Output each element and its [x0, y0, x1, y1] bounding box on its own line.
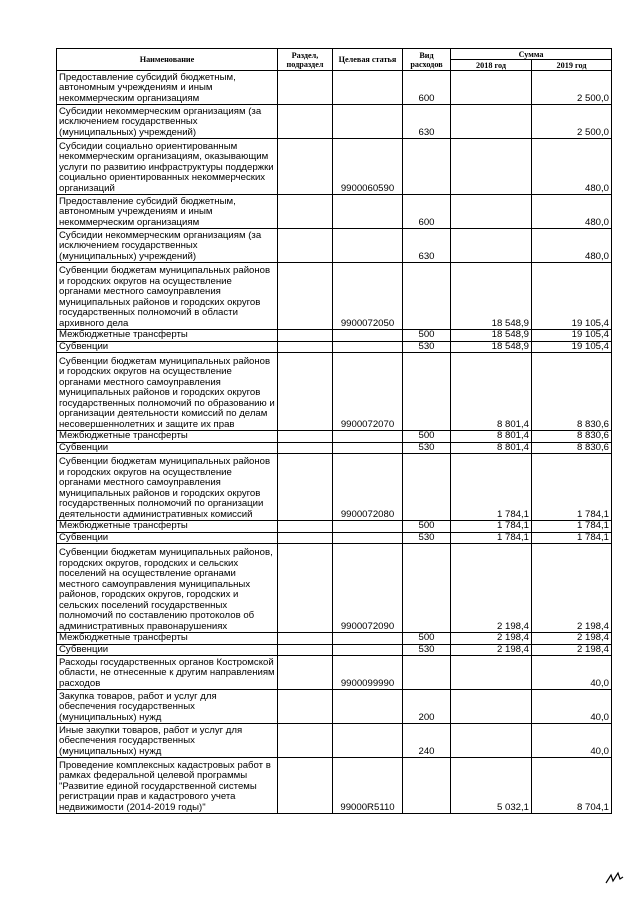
cell-expense-type: 630 — [403, 105, 451, 139]
cell-expense-type: 500 — [403, 330, 451, 342]
cell-section — [278, 330, 333, 342]
cell-section — [278, 724, 333, 758]
table-row — [57, 71, 612, 105]
cell-expense-type — [403, 139, 451, 195]
cell-section — [278, 71, 333, 105]
cell-section — [278, 353, 333, 431]
cell-target-article: 99000R5110 — [333, 758, 403, 814]
header-name: Наименование — [57, 49, 278, 71]
cell-sum-2018: 18 548,9 — [451, 330, 532, 342]
cell-sum-2018 — [451, 105, 532, 139]
cell-name: Субсидии некоммерческим организациям (за исключением государственных (муниципальных) учреждений) — [57, 229, 278, 263]
table-row — [57, 656, 612, 690]
cell-sum-2018 — [451, 195, 532, 229]
cell-expense-type: 530 — [403, 532, 451, 544]
cell-name: Межбюджетные трансферты — [57, 521, 278, 533]
header-sum: Сумма — [451, 49, 612, 60]
cell-sum-2018: 18 548,9 — [451, 341, 532, 353]
cell-name: Расходы государственных органов Костромской области, не отнесенные к другим направлениям расходов — [57, 656, 278, 690]
cell-sum-2019: 8 830,6 — [532, 353, 612, 431]
cell-name: Субсидии социально ориентированным некоммерческим организациям, оказывающим услуги по развитию инфраструктуры поддержки социально ориентированных некоммерческих организаций — [57, 139, 278, 195]
cell-name: Закупка товаров, работ и услуг для обеспечения государственных (муниципальных) нужд — [57, 690, 278, 724]
table-row — [57, 341, 612, 353]
cell-sum-2019: 1 784,1 — [532, 521, 612, 533]
cell-expense-type: 600 — [403, 195, 451, 229]
table-row — [57, 263, 612, 330]
cell-sum-2018: 2 198,4 — [451, 544, 532, 633]
cell-target-article — [333, 532, 403, 544]
table-row — [57, 644, 612, 656]
cell-expense-type: 530 — [403, 644, 451, 656]
cell-sum-2019: 2 198,4 — [532, 644, 612, 656]
cell-sum-2018: 8 801,4 — [451, 431, 532, 443]
cell-sum-2018: 2 198,4 — [451, 644, 532, 656]
cell-section — [278, 263, 333, 330]
cell-sum-2019: 8 704,1 — [532, 758, 612, 814]
cell-expense-type: 530 — [403, 341, 451, 353]
cell-sum-2019: 480,0 — [532, 195, 612, 229]
table-row — [57, 330, 612, 342]
cell-target-article — [333, 442, 403, 454]
cell-target-article: 9900072090 — [333, 544, 403, 633]
cell-name: Предоставление субсидий бюджетным, автономным учреждениям и иным некоммерческим организациям — [57, 195, 278, 229]
cell-section — [278, 431, 333, 443]
cell-target-article — [333, 105, 403, 139]
cell-section — [278, 341, 333, 353]
cell-sum-2019: 2 198,4 — [532, 544, 612, 633]
table-row — [57, 442, 612, 454]
cell-section — [278, 442, 333, 454]
header-year-2019: 2019 год — [532, 60, 612, 71]
cell-sum-2019: 8 830,6 — [532, 442, 612, 454]
cell-sum-2018: 1 784,1 — [451, 454, 532, 521]
cell-section — [278, 690, 333, 724]
header-target-article: Целевая статья — [333, 49, 403, 71]
table-row — [57, 633, 612, 645]
cell-section — [278, 532, 333, 544]
cell-target-article — [333, 690, 403, 724]
cell-expense-type: 530 — [403, 442, 451, 454]
cell-name: Межбюджетные трансферты — [57, 330, 278, 342]
cell-target-article: 9900072080 — [333, 454, 403, 521]
cell-section — [278, 633, 333, 645]
header-expense-type: Вид расходов — [403, 49, 451, 71]
cell-name: Субвенции — [57, 532, 278, 544]
cell-expense-type: 600 — [403, 71, 451, 105]
cell-sum-2018 — [451, 71, 532, 105]
cell-name: Межбюджетные трансферты — [57, 633, 278, 645]
cell-sum-2019: 1 784,1 — [532, 532, 612, 544]
cell-target-article — [333, 644, 403, 656]
cell-sum-2019: 480,0 — [532, 139, 612, 195]
cell-section — [278, 644, 333, 656]
cell-target-article — [333, 195, 403, 229]
cell-sum-2019: 8 830,6 — [532, 431, 612, 443]
cell-sum-2019: 19 105,4 — [532, 263, 612, 330]
cell-expense-type: 500 — [403, 521, 451, 533]
cell-section — [278, 454, 333, 521]
cell-expense-type: 630 — [403, 229, 451, 263]
cell-sum-2019: 40,0 — [532, 690, 612, 724]
cell-target-article — [333, 724, 403, 758]
cell-target-article — [333, 633, 403, 645]
cell-sum-2019: 2 198,4 — [532, 633, 612, 645]
cell-sum-2018: 1 784,1 — [451, 521, 532, 533]
cell-target-article: 9900060590 — [333, 139, 403, 195]
cell-target-article — [333, 521, 403, 533]
table-row — [57, 521, 612, 533]
cell-target-article — [333, 431, 403, 443]
cell-target-article: 9900072070 — [333, 353, 403, 431]
cell-section — [278, 758, 333, 814]
cell-target-article: 9900072050 — [333, 263, 403, 330]
cell-sum-2018 — [451, 229, 532, 263]
header-year-2018: 2018 год — [451, 60, 532, 71]
table-row — [57, 724, 612, 758]
cell-section — [278, 656, 333, 690]
table-row — [57, 105, 612, 139]
table-row — [57, 454, 612, 521]
cell-section — [278, 521, 333, 533]
cell-expense-type — [403, 454, 451, 521]
cell-expense-type — [403, 656, 451, 690]
header-section: Раздел, подраздел — [278, 49, 333, 71]
cell-sum-2019: 40,0 — [532, 724, 612, 758]
cell-section — [278, 544, 333, 633]
budget-table — [56, 48, 612, 814]
cell-sum-2019: 2 500,0 — [532, 105, 612, 139]
table-row — [57, 532, 612, 544]
cell-name: Субвенции бюджетам муниципальных районов и городских округов на осуществление органами местного самоуправления муниципальных районов и городских округов государственных полномочий по образованию и организации деятельности комиссий по делам несовершеннолетних и защите их прав — [57, 353, 278, 431]
cell-sum-2018: 18 548,9 — [451, 263, 532, 330]
cell-target-article — [333, 330, 403, 342]
cell-sum-2019: 2 500,0 — [532, 71, 612, 105]
cell-name: Иные закупки товаров, работ и услуг для обеспечения государственных (муниципальных) нужд — [57, 724, 278, 758]
cell-target-article: 9900099990 — [333, 656, 403, 690]
cell-name: Межбюджетные трансферты — [57, 431, 278, 443]
cell-name: Предоставление субсидий бюджетным, автономным учреждениям и иным некоммерческим организациям — [57, 71, 278, 105]
cell-target-article — [333, 341, 403, 353]
cell-name: Субвенции — [57, 442, 278, 454]
cell-sum-2019: 1 784,1 — [532, 454, 612, 521]
cell-expense-type: 500 — [403, 633, 451, 645]
cell-sum-2018: 2 198,4 — [451, 633, 532, 645]
cell-expense-type: 200 — [403, 690, 451, 724]
cell-name: Проведение комплексных кадастровых работ в рамках федеральной целевой программы "Развитие единой государственной системы регистрации прав и кадастрового учета недвижимости (2014-2019 годы)" — [57, 758, 278, 814]
table-row — [57, 195, 612, 229]
cell-sum-2018 — [451, 724, 532, 758]
cell-expense-type: 240 — [403, 724, 451, 758]
cell-expense-type — [403, 263, 451, 330]
cell-expense-type — [403, 758, 451, 814]
cell-sum-2018: 1 784,1 — [451, 532, 532, 544]
table-row — [57, 544, 612, 633]
signature-mark — [604, 871, 624, 885]
table-row — [57, 229, 612, 263]
cell-sum-2019: 480,0 — [532, 229, 612, 263]
cell-sum-2018: 8 801,4 — [451, 353, 532, 431]
cell-section — [278, 195, 333, 229]
table-row — [57, 139, 612, 195]
cell-section — [278, 105, 333, 139]
cell-expense-type — [403, 544, 451, 633]
cell-sum-2018 — [451, 656, 532, 690]
table-row — [57, 758, 612, 814]
table-header — [57, 49, 612, 71]
table-row — [57, 431, 612, 443]
cell-section — [278, 139, 333, 195]
cell-section — [278, 229, 333, 263]
cell-sum-2018: 8 801,4 — [451, 442, 532, 454]
cell-name: Субвенции бюджетам муниципальных районов, городских округов, городских и сельских поселений на осуществление органами местного самоуправления муниципальных районов, городских округов, городских и сельских поселений государственных полномочий по составлению протоколов об административных правонарушениях — [57, 544, 278, 633]
cell-sum-2018: 5 032,1 — [451, 758, 532, 814]
cell-sum-2019: 19 105,4 — [532, 341, 612, 353]
table-row — [57, 690, 612, 724]
cell-sum-2019: 19 105,4 — [532, 330, 612, 342]
cell-name: Субсидии некоммерческим организациям (за исключением государственных (муниципальных) учреждений) — [57, 105, 278, 139]
cell-name: Субвенции — [57, 341, 278, 353]
cell-name: Субвенции бюджетам муниципальных районов и городских округов на осуществление органами местного самоуправления муниципальных районов и городских округов государственных полномочий по организации деятельности административных комиссий — [57, 454, 278, 521]
table-row — [57, 353, 612, 431]
cell-name: Субвенции — [57, 644, 278, 656]
cell-target-article — [333, 229, 403, 263]
cell-target-article — [333, 71, 403, 105]
cell-expense-type: 500 — [403, 431, 451, 443]
cell-sum-2018 — [451, 690, 532, 724]
table-body — [57, 71, 612, 814]
cell-expense-type — [403, 353, 451, 431]
cell-name: Субвенции бюджетам муниципальных районов и городских округов на осуществление органами местного самоуправления муниципальных районов и городских округов государственных полномочий в области архивного дела — [57, 263, 278, 330]
cell-sum-2019: 40,0 — [532, 656, 612, 690]
cell-sum-2018 — [451, 139, 532, 195]
